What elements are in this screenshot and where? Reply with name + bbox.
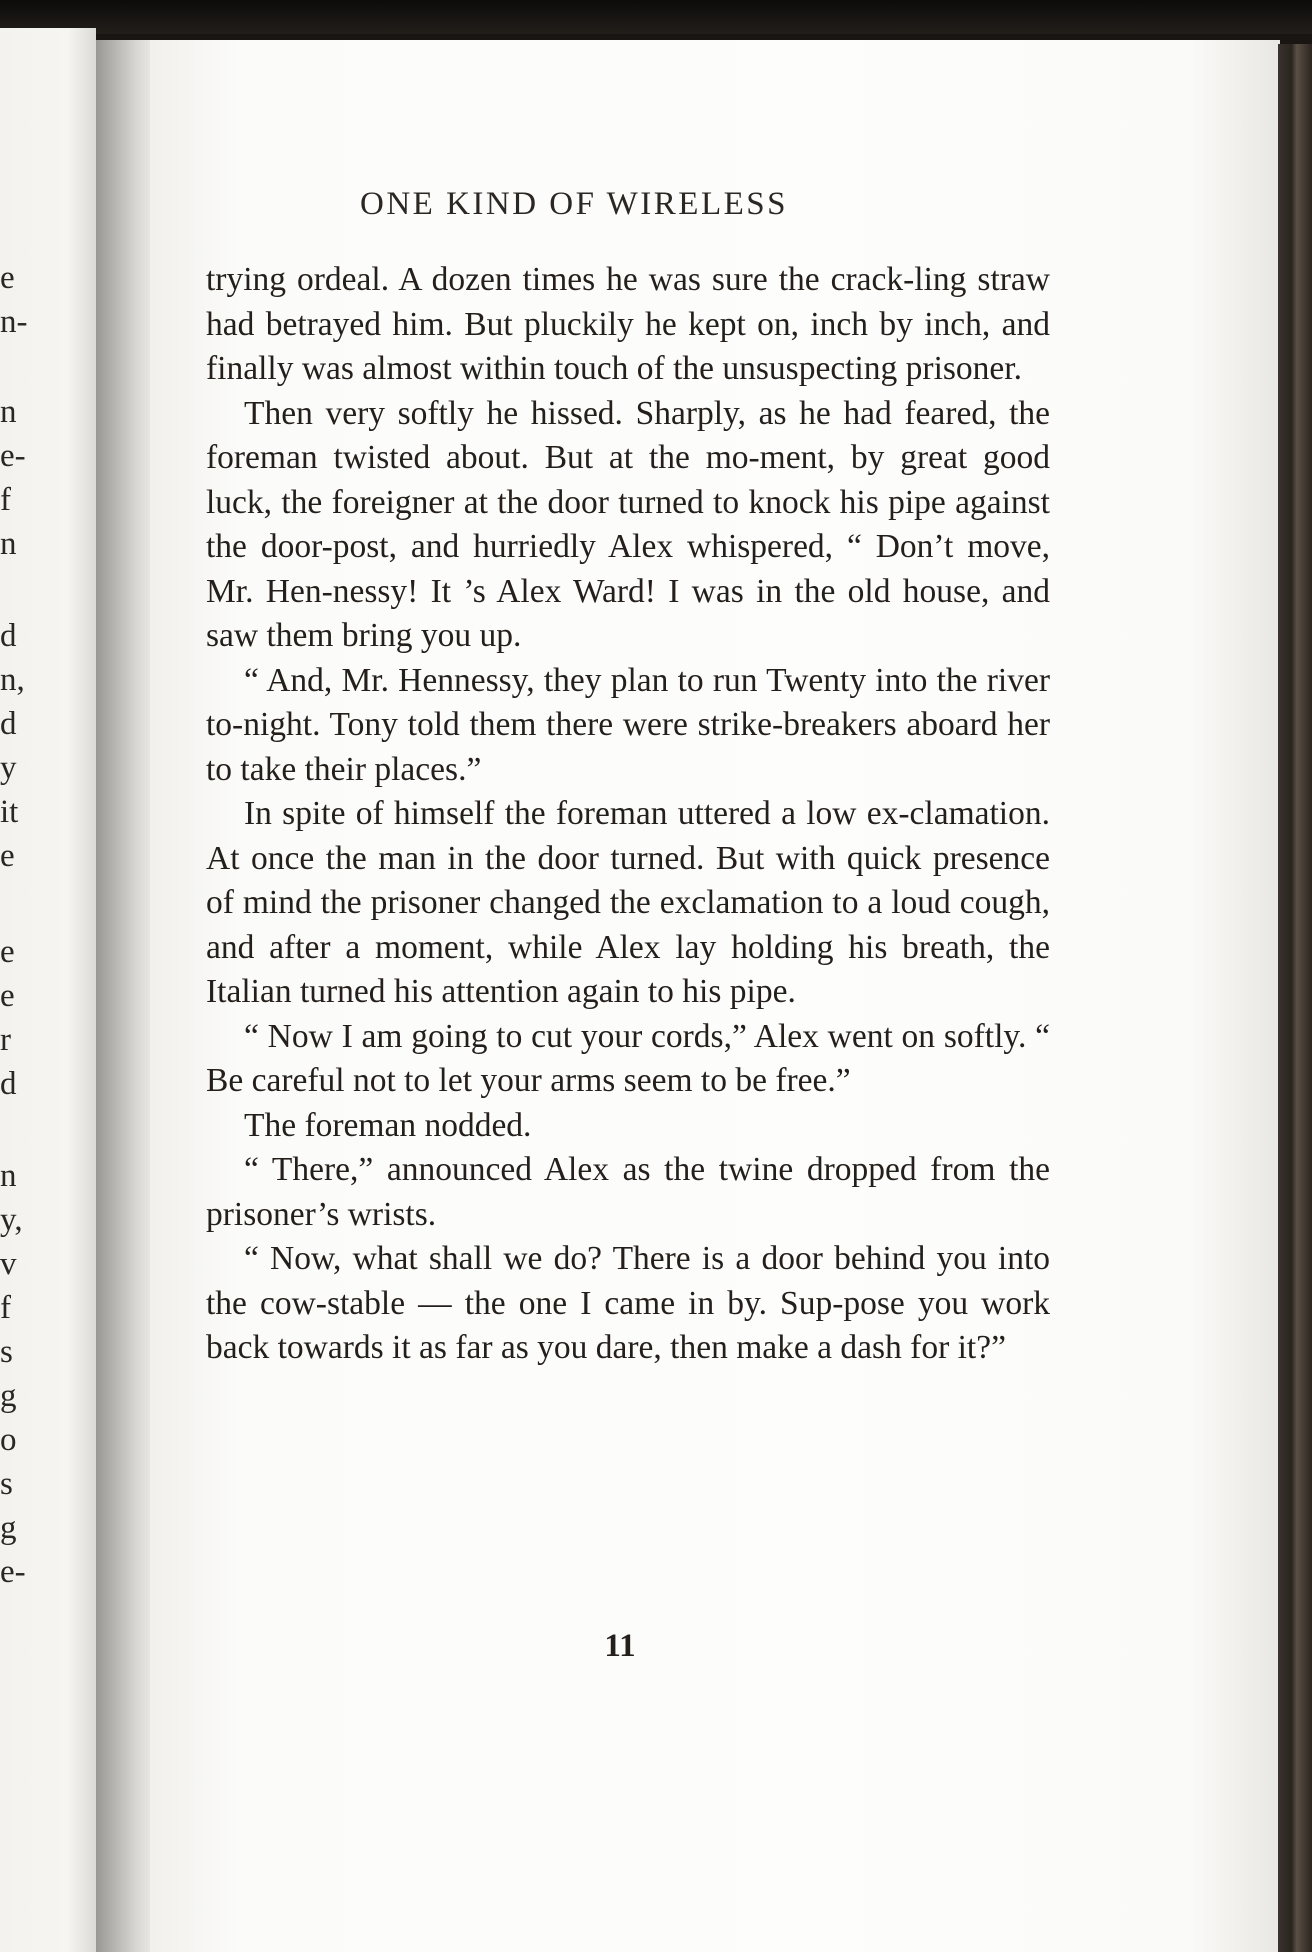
paragraph: “ Now I am going to cut your cords,” Alex went on softly. “ Be careful not to let your arms seem to be free.” bbox=[206, 1017, 1050, 1099]
left-fragment: e- bbox=[0, 1554, 26, 1590]
left-fragment: f bbox=[0, 482, 11, 518]
left-fragment: g bbox=[0, 1510, 17, 1546]
paragraph: trying ordeal. A dozen times he was sure the crack-ling straw had betrayed him. But pluckily he kept on, inch by inch, and finally was almost within touch of the unsuspecting prisoner. bbox=[206, 261, 1050, 387]
left-fragment: it bbox=[0, 794, 19, 830]
left-fragment: y, bbox=[0, 1202, 23, 1238]
left-fragment: n bbox=[0, 394, 17, 430]
left-page-edge bbox=[0, 28, 96, 1952]
running-head: ONE KIND OF WIRELESS bbox=[360, 186, 788, 222]
left-fragment: d bbox=[0, 618, 17, 654]
left-fragment: e bbox=[0, 838, 15, 874]
left-fragment: e bbox=[0, 260, 15, 296]
left-fragment: s bbox=[0, 1334, 13, 1370]
left-fragment: e bbox=[0, 978, 15, 1014]
left-fragment: n, bbox=[0, 662, 25, 698]
paragraph: “ There,” announced Alex as the twine dropped from the prisoner’s wrists. bbox=[206, 1151, 1050, 1233]
left-fragment: v bbox=[0, 1246, 17, 1282]
left-fragment: g bbox=[0, 1378, 17, 1414]
page-number: 11 bbox=[604, 1628, 636, 1664]
paragraph: “ Now, what shall we do? There is a door behind you into the cow-stable — the one I came in by. Sup-pose you work back towards it as far as you dare, then make a dash for it?” bbox=[206, 1240, 1050, 1366]
paragraph: “ And, Mr. Hennessy, they plan to run Twenty into the river to-night. Tony told them there were strike-breakers aboard her to take their places.” bbox=[206, 661, 1050, 788]
left-fragment: n- bbox=[0, 304, 28, 340]
left-fragment: n bbox=[0, 526, 17, 562]
paragraph: In spite of himself the foreman uttered a low ex-clamation. At once the man in the door turned. But with quick presence of mind the prisoner changed the exclamation to a loud cough, and after a moment, while Alex lay holding his breath, the Italian turned his attention again to his pipe. bbox=[206, 795, 1050, 1010]
left-fragment: e- bbox=[0, 438, 26, 474]
paragraph: The foreman nodded. bbox=[244, 1106, 532, 1144]
left-fragment: f bbox=[0, 1290, 11, 1326]
body-text bbox=[206, 258, 1050, 1371]
left-fragment: n bbox=[0, 1158, 17, 1194]
left-fragment: e bbox=[0, 934, 15, 970]
left-fragment: y bbox=[0, 750, 17, 786]
left-fragment: d bbox=[0, 1066, 17, 1102]
left-fragment: s bbox=[0, 1466, 13, 1502]
paragraph: Then very softly he hissed. Sharply, as he had feared, the foreman twisted about. But at the mo-ment, by great good luck, the foreigner at the door turned to knock his pipe against the door-post, and hurriedly Alex whispered, “ Don’t move, Mr. Hen-nessy! It ’s Alex Ward! I was in the old house, and saw them bring you up. bbox=[206, 394, 1050, 654]
left-fragment: r bbox=[0, 1022, 11, 1058]
book-gutter-shadow bbox=[96, 40, 158, 1952]
left-fragment: d bbox=[0, 706, 17, 742]
left-fragment: o bbox=[0, 1422, 17, 1458]
book-page-edge bbox=[1278, 44, 1312, 1952]
scan-top-edge bbox=[0, 0, 1312, 34]
